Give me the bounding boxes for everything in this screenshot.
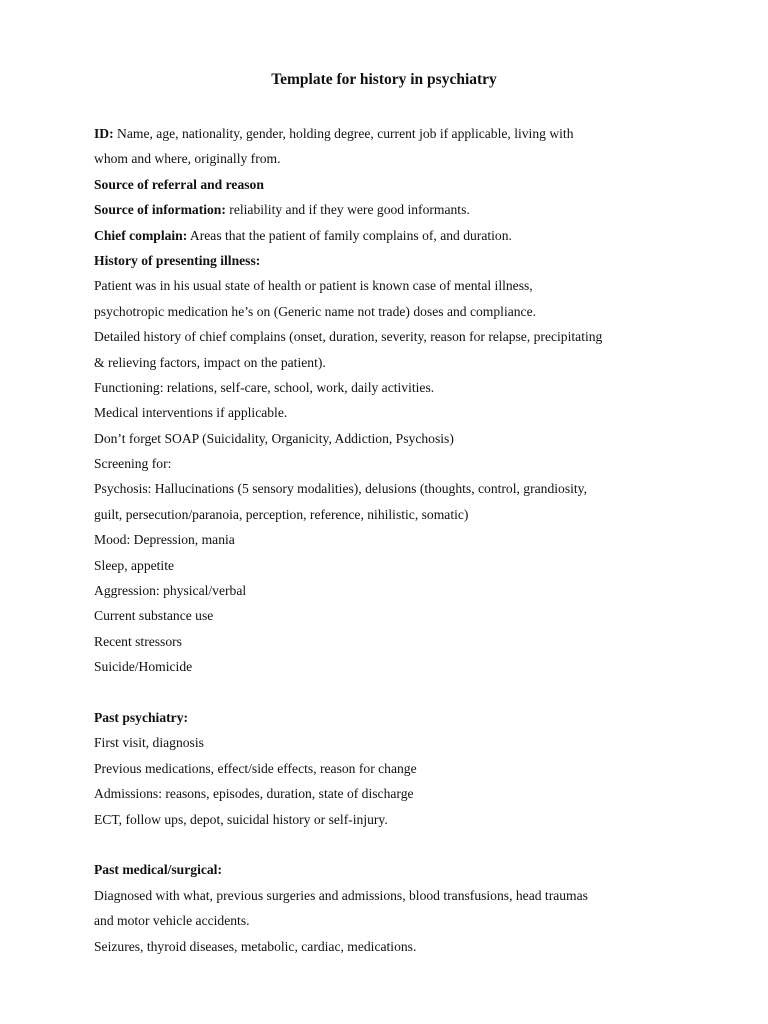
past-psychiatry-line: ECT, follow ups, depot, suicidal history or self-injury.: [94, 811, 388, 827]
past-medical-line: Seizures, thyroid diseases, metabolic, cardiac, medications.: [94, 938, 417, 954]
hpi-line: Mood: Depression, mania: [94, 532, 235, 548]
past-psychiatry-line: Admissions: reasons, episodes, duration, state of discharge: [94, 786, 414, 802]
past-medical-heading: Past medical/surgical:: [94, 862, 222, 878]
id-line: [94, 121, 694, 146]
document-body: [94, 121, 694, 959]
spacer: [94, 832, 694, 857]
document-title: Template for history in psychiatry: [271, 71, 497, 88]
source-of-referral-heading: Source of referral and reason: [94, 176, 264, 192]
hpi-line: Medical interventions if applicable.: [94, 405, 288, 421]
hpi-line: Screening for:: [94, 456, 172, 472]
chief-complain-text: Areas that the patient of family complains of, and duration.: [187, 227, 512, 243]
past-psychiatry-line: First visit, diagnosis: [94, 735, 204, 751]
spacer: [94, 680, 694, 705]
past-psychiatry-heading: Past psychiatry:: [94, 709, 189, 725]
hpi-line: Detailed history of chief complains (onset, duration, severity, reason for relapse, precipitating: [94, 329, 603, 345]
hpi-line: Psychosis: Hallucinations (5 sensory modalities), delusions (thoughts, control, grandiosity,: [94, 481, 587, 497]
id-line-continued: whom and where, originally from.: [94, 151, 281, 167]
hpi-line: Suicide/Homicide: [94, 659, 193, 675]
chief-complain-label: Chief complain:: [94, 227, 188, 243]
past-medical-line: and motor vehicle accidents.: [94, 913, 250, 929]
hpi-line: Aggression: physical/verbal: [94, 583, 247, 599]
hpi-line: Sleep, appetite: [94, 557, 175, 573]
source-of-information-label: Source of information:: [94, 202, 226, 218]
hpi-line: Patient was in his usual state of health or patient is known case of mental illness,: [94, 278, 533, 294]
hpi-line: Recent stressors: [94, 633, 182, 649]
hpi-heading: History of presenting illness:: [94, 252, 261, 268]
source-of-information-line: [94, 197, 694, 222]
hpi-line: Don’t forget SOAP (Suicidality, Organicity, Addiction, Psychosis): [94, 430, 454, 446]
past-medical-line: Diagnosed with what, previous surgeries and admissions, blood transfusions, head traumas: [94, 887, 588, 903]
id-label: ID:: [94, 126, 114, 141]
hpi-line: Functioning: relations, self-care, school, work, daily activities.: [94, 379, 435, 395]
hpi-line: & relieving factors, impact on the patient).: [94, 354, 326, 370]
hpi-line: guilt, persecution/paranoia, perception, reference, nihilistic, somatic): [94, 506, 469, 522]
hpi-line: Current substance use: [94, 608, 214, 624]
chief-complain-line: [94, 223, 694, 248]
hpi-line: psychotropic medication he’s on (Generic name not trade) doses and compliance.: [94, 303, 537, 319]
past-psychiatry-line: Previous medications, effect/side effects, reason for change: [94, 760, 417, 776]
id-text: Name, age, nationality, gender, holding degree, current job if applicable, living with: [113, 126, 574, 141]
source-of-information-text: reliability and if they were good informants.: [225, 202, 470, 218]
